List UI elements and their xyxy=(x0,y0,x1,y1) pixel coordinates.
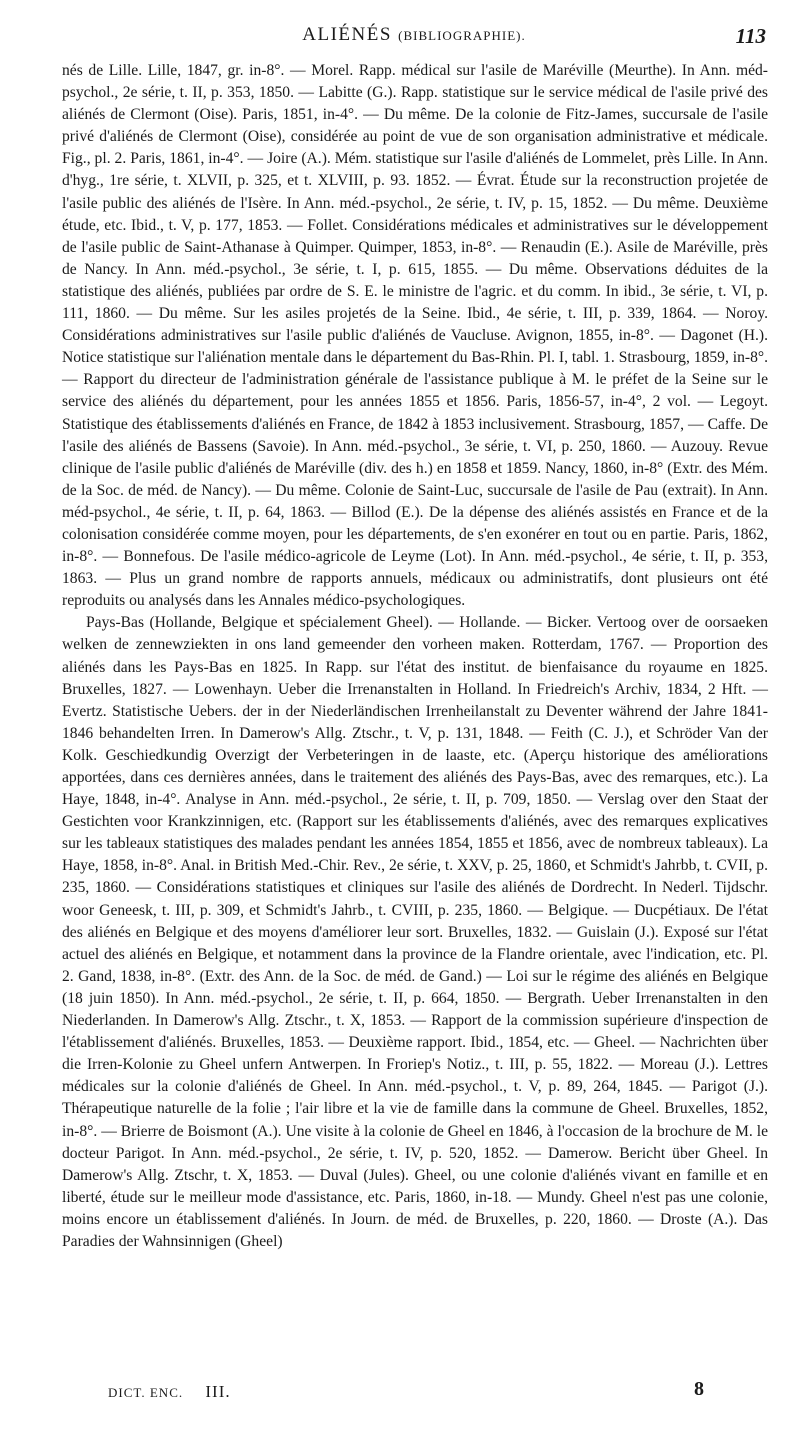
footer-signature xyxy=(108,1382,231,1402)
page-number: 113 xyxy=(735,24,766,48)
page-footer xyxy=(108,1378,704,1408)
footer-volume: III. xyxy=(205,1382,231,1401)
running-head-title: ALIÉNÉS xyxy=(302,24,392,45)
footer-sheet-number: 8 xyxy=(694,1378,704,1400)
page-header xyxy=(62,24,766,54)
body-text xyxy=(62,60,768,1253)
paragraph-bibliography-pays-bas: Pays-Bas (Hollande, Belgique et spécialement Gheel). — Hollande. — Bicker. Vertoog over de oorsaeken welken de zennewziekten in ons land gemeender den vorheen maken. Rotterdam, 1767. — Proportion des aliénés dans les Pays-Bas en 1825. In Rapp. sur l'état des institut. de bienfaisance du royaume en 1825. Bruxelles, 1827. — Lowenhayn. Ueber die Irrenanstalten in Holland. In Friedreich's Archiv, 1834, 2 Hft. — Evertz. Statistische Uebers. der in der Niederländischen Irrenheilanstalt zu Deventer während der Jahre 1841-1846 behandelten Irren. In Damerow's Allg. Ztschr., t. V, p. 131, 1848. — Feith (C. J.), et Schröder Van der Kolk. Geschiedkundig Overzigt der Verbeteringen in de laaste, etc. (Aperçu historique des améliorations apportées, dans ces dernières années, dans le traitement des aliénés des Pays-Bas, avec des remarques, etc.). La Haye, 1848, in-4°. Analyse in Ann. méd.-psychol., 2e série, t. II, p. 709, 1850. — Verslag over den Staat der Gestichten voor Krankzinnigen, etc. (Rapport sur les établissements d'aliénés, avec des remarques explicatives sur les tableaux statistiques des malades pendant les années 1854, 1855 et 1856, avec de nombreux tableaux). La Haye, 1858, in-8°. Anal. in British Med.-Chir. Rev., 2e série, t. XXV, p. 25, 1860, et Schmidt's Jahrbb, t. CVII, p. 235, 1860. — Considérations statistiques et cliniques sur l'asile des aliénés de Dordrecht. In Nederl. Tijdschr. woor Geneesk, t. III, p. 309, et Schmidt's Jahrb., t. CVIII, p. 235, 1860. — Belgique. — Ducpétiaux. De l'état des aliénés en Belgique et des moyens d'améliorer leur sort. Bruxelles, 1832. — Guislain (J.). Exposé sur l'état actuel des aliénés en Belgique, et notamment dans la province de la Flandre orientale, avec l'indication, etc. Pl. 2. Gand, 1838, in-8°. (Extr. des Ann. de la Soc. de méd. de Gand.) — Loi sur le régime des aliénés en Belgique (18 juin 1850). In Ann. méd.-psychol., 2e série, t. II, p. 664, 1850. — Bergrath. Ueber Irrenanstalten in den Niederlanden. In Damerow's Allg. Ztschr., t. X, 1853. — Rapport de la commission supérieure d'inspection de l'établissement d'aliénés. Bruxelles, 1853. — Deuxième rapport. Ibid., 1854, etc. — Gheel. — Nachrichten über die Irren-Kolonie zu Gheel unfern Antwerpen. In Froriep's Notiz., t. III, p. 55, 1822. — Moreau (J.). Lettres médicales sur la colonie d'aliénés de Gheel. In Ann. méd.-psychol., t. V, p. 89, 264, 1845. — Parigot (J.). Thérapeutique naturelle de la folie ; l'air libre et la vie de famille dans la commune de Gheel. Bruxelles, 1852, in-8°. — Brierre de Boismont (A.). Une visite à la colonie de Gheel en 1846, à l'occasion de la brochure de M. le docteur Parigot. In Ann. méd.-psychol., 2e série, t. IV, p. 520, 1852. — Damerow. Bericht über Gheel. In Damerow's Allg. Ztschr, t. X, 1853. — Duval (Jules). Gheel, ou une colonie d'aliénés vivant en famille et en liberté, étude sur le meilleur mode d'assistance, etc. Paris, 1860, in-18. — Mundy. Gheel n'est pas une colonie, moins encore un établissement d'aliénés. In Journ. de méd. de Bruxelles, p. 220, 1860. — Droste (A.). Das Paradies der Wahnsinnigen (Gheel) xyxy=(62,614,768,1250)
running-head xyxy=(62,24,766,46)
running-head-subtitle: (BIBLIOGRAPHIE). xyxy=(398,28,526,43)
paragraph-bibliography-france: nés de Lille. Lille, 1847, gr. in-8°. — Morel. Rapp. médical sur l'asile de Maréville (Meurthe). In Ann. méd-psychol., 2e série, t. II, p. 353, 1850. — Labitte (G.). Rapp. statistique sur le service médical de l'asile privé des aliénés de Clermont (Oise). Paris, 1851, in-4°. — Du même. De la colonie de Fitz-James, succursale de l'asile privé d'aliénés de Clermont (Oise), considérée au point de vue de son organisation administrative et médicale. Fig., pl. 2. Paris, 1861, in-4°. — Joire (A.). Mém. statistique sur l'asile d'aliénés de Lommelet, près Lille. In Ann. d'hyg., 1re série, t. XLVII, p. 325, et t. XLVIII, p. 93. 1852. — Évrat. Étude sur la reconstruction projetée de l'asile public des aliénés de l'Isère. In Ann. méd.-psychol., 2e série, t. IV, p. 15, 1852. — Du même. Deuxième étude, etc. Ibid., t. V, p. 177, 1853. — Follet. Considérations médicales et administratives sur le développement de l'asile public de Saint-Athanase à Quimper. Quimper, 1853, in-8°. — Renaudin (E.). Asile de Maréville, près de Nancy. In Ann. méd.-psychol., 3e série, t. I, p. 615, 1855. — Du même. Observations déduites de la statistique des aliénés, publiées par ordre de S. E. le ministre de l'agric. et du comm. In ibid., 3e série, t. VI, p. 111, 1860. — Du même. Sur les asiles projetés de la Seine. Ibid., 4e série, t. III, p. 339, 1864. — Noroy. Considérations administratives sur l'asile public d'aliénés de Vaucluse. Avignon, 1855, in-8°. — Dagonet (H.). Notice statistique sur l'aliénation mentale dans le département du Bas-Rhin. Pl. I, tabl. 1. Strasbourg, 1859, in-8°. — Rapport du directeur de l'administration générale de l'assistance publique à M. le préfet de la Seine sur le service des aliénés du département, pour les années 1855 et 1856. Paris, 1856-57, in-4°, 2 vol. — Legoyt. Statistique des établissements d'aliénés en France, de 1842 à 1853 inclusivement. Strasbourg, 1857, — Caffe. De l'asile des aliénés de Bassens (Savoie). In Ann. méd.-psychol., 3e série, t. VI, p. 250, 1860. — Auzouy. Revue clinique de l'asile public d'aliénés de Maréville (div. des h.) en 1858 et 1859. Nancy, 1860, in-8° (Extr. des Mém. de la Soc. de méd. de Nancy). — Du même. Colonie de Saint-Luc, succursale de l'asile de Pau (extrait). In Ann. méd-psychol., 4e série, t. II, p. 64, 1863. — Billod (E.). De la dépense des aliénés assistés en France et de la colonisation considérée comme moyen, pour les départements, de s'en exonérer en tout ou en partie. Paris, 1862, in-8°. — Bonnefous. De l'asile médico-agricole de Leyme (Lot). In Ann. méd.-psychol., 4e série, t. II, p. 353, 1863. — Plus un grand nombre de rapports annuels, médicaux ou administratifs, dont plusieurs ont été reproduits ou analysés dans les Annales médico-psychologiques. xyxy=(62,62,769,610)
footer-dict-label: DICT. ENC. xyxy=(108,1385,184,1400)
